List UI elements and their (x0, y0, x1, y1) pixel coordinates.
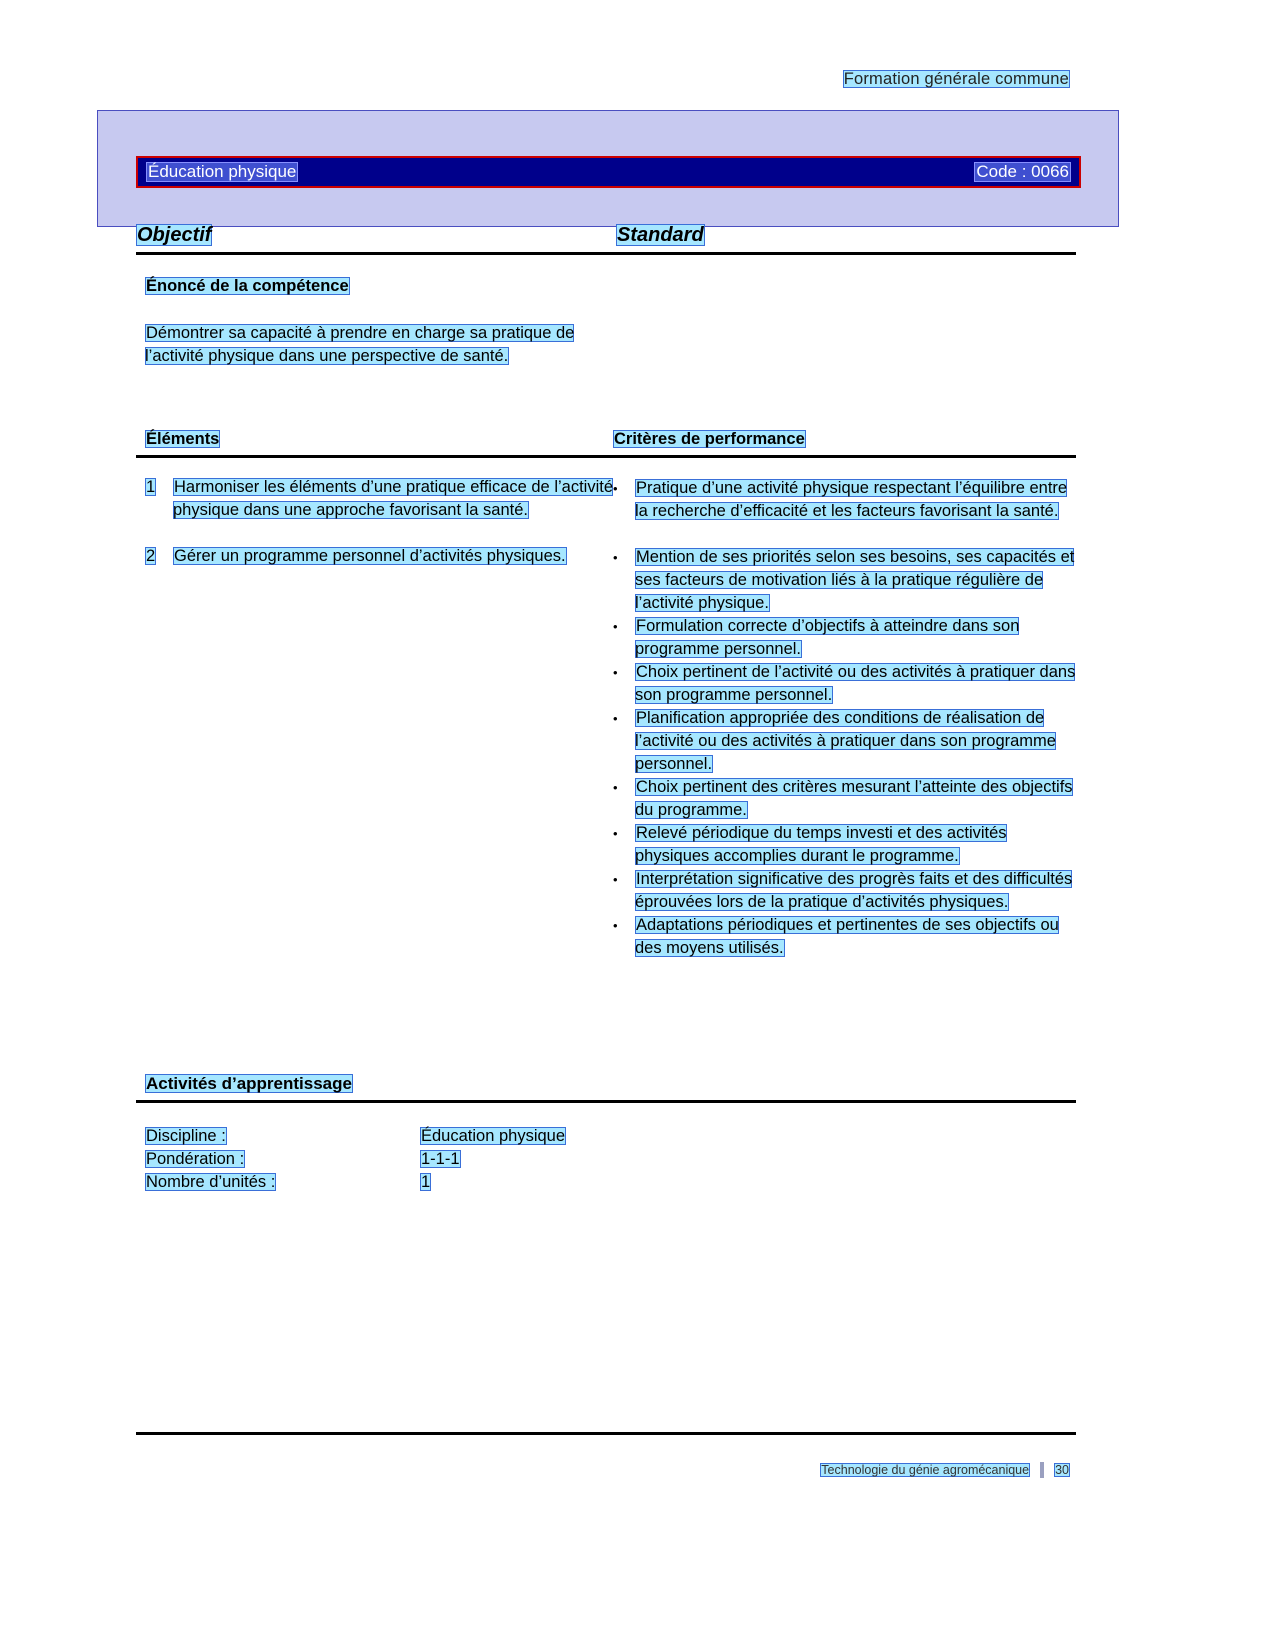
critere-text: Choix pertinent des critères mesurant l’atteinte des objectifs du programme. (635, 778, 1073, 819)
activites-table (145, 1125, 566, 1194)
element-text: Harmoniser les éléments d’une pratique efficace de l’activité physique dans une approche favorisant la santé. (173, 478, 614, 519)
bullet-icon: • (613, 872, 618, 887)
critere-item (613, 661, 1083, 707)
divider-activites (136, 1100, 1076, 1103)
critere-text: Formulation correcte d’objectifs à atteindre dans son programme personnel. (635, 617, 1020, 658)
critere-text: Adaptations périodiques et pertinentes de ses objectifs ou des moyens utilisés. (635, 916, 1059, 957)
bullet-icon: • (613, 481, 618, 496)
criteres-group-2 (613, 546, 1083, 960)
activites-heading-text: Activités d’apprentissage (146, 1074, 352, 1093)
row-key: Discipline : (146, 1127, 226, 1145)
critere-text: Mention de ses priorités selon ses besoins, ses capacités et ses facteurs de motivation liés à la pratique régulière de l’activité physique. (635, 548, 1075, 612)
critere-item (613, 546, 1083, 615)
footer-text: Technologie du génie agromécanique (821, 1463, 1030, 1477)
critere-text: Relevé périodique du temps investi et des activités physiques accomplies durant le programme. (635, 824, 1007, 865)
table-row (145, 1171, 566, 1194)
bullet-icon: • (613, 550, 618, 565)
critere-item (613, 615, 1083, 661)
row-key: Nombre d’unités : (146, 1173, 276, 1191)
table-row (145, 1148, 566, 1171)
element-text: Gérer un programme personnel d’activités physiques. (174, 547, 566, 565)
bullet-icon: • (613, 780, 618, 795)
objectif-label: Objectif (137, 224, 212, 246)
critere-text: Choix pertinent de l’activité ou des activités à pratiquer dans son programme personnel. (635, 663, 1076, 704)
header-text: Formation générale commune (843, 70, 1069, 88)
standard-label: Standard (617, 224, 704, 246)
footer-separator-icon (1040, 1462, 1044, 1478)
divider-footer (136, 1432, 1076, 1435)
course-code: Code : 0066 (976, 162, 1069, 181)
elements-heading (145, 430, 220, 449)
element-number: 2 (146, 547, 156, 565)
criteres-heading (613, 430, 806, 449)
page-number: 30 (1055, 1463, 1069, 1477)
table-row (145, 1125, 566, 1148)
bullet-icon: • (613, 826, 618, 841)
criteres-column (613, 477, 1083, 960)
element-item (145, 545, 615, 568)
divider-columns (136, 455, 1076, 458)
objectif-standard-row (136, 224, 1076, 247)
bullet-icon: • (613, 918, 618, 933)
activites-heading (145, 1074, 353, 1094)
competence-text (145, 322, 615, 368)
divider-top (136, 252, 1076, 255)
criteres-group-1 (613, 477, 1083, 523)
course-banner (97, 110, 1119, 227)
critere-item (613, 776, 1083, 822)
element-item (145, 476, 615, 522)
course-title: Éducation physique (148, 162, 297, 181)
row-value: 1-1-1 (421, 1150, 460, 1168)
element-number: 1 (146, 478, 156, 496)
critere-text: Interprétation significative des progrès faits et des difficultés éprouvées lors de la pratique d’activités physiques. (635, 870, 1073, 911)
critere-item (613, 822, 1083, 868)
row-key: Pondération : (146, 1150, 245, 1168)
bullet-icon: • (613, 711, 618, 726)
critere-text: Pratique d’une activité physique respectant l’équilibre entre la recherche d’efficacité et les facteurs favorisant la santé. (635, 479, 1068, 520)
competence-statement: Démontrer sa capacité à prendre en charge sa pratique de l’activité physique dans une perspective de santé. (145, 324, 575, 365)
course-title-bar (136, 156, 1081, 188)
row-value: 1 (421, 1173, 431, 1191)
critere-item (613, 868, 1083, 914)
critere-item (613, 914, 1083, 960)
page-footer (820, 1462, 1070, 1478)
spacer (613, 523, 1083, 546)
elements-column (145, 476, 615, 591)
competence-heading-text: Énoncé de la compétence (146, 277, 349, 295)
competence-heading (145, 277, 350, 296)
criteres-heading-text: Critères de performance (614, 430, 805, 448)
bullet-icon: • (613, 665, 618, 680)
critere-text: Planification appropriée des conditions de réalisation de l’activité ou des activités à pratiquer dans son programme personnel. (635, 709, 1056, 773)
bullet-icon: • (613, 619, 618, 634)
standard-heading (616, 224, 705, 247)
objectif-heading (136, 224, 616, 247)
critere-item (613, 477, 1083, 523)
row-value: Éducation physique (421, 1127, 566, 1145)
page-header-right (843, 70, 1070, 89)
critere-item (613, 707, 1083, 776)
elements-heading-text: Éléments (146, 430, 220, 448)
